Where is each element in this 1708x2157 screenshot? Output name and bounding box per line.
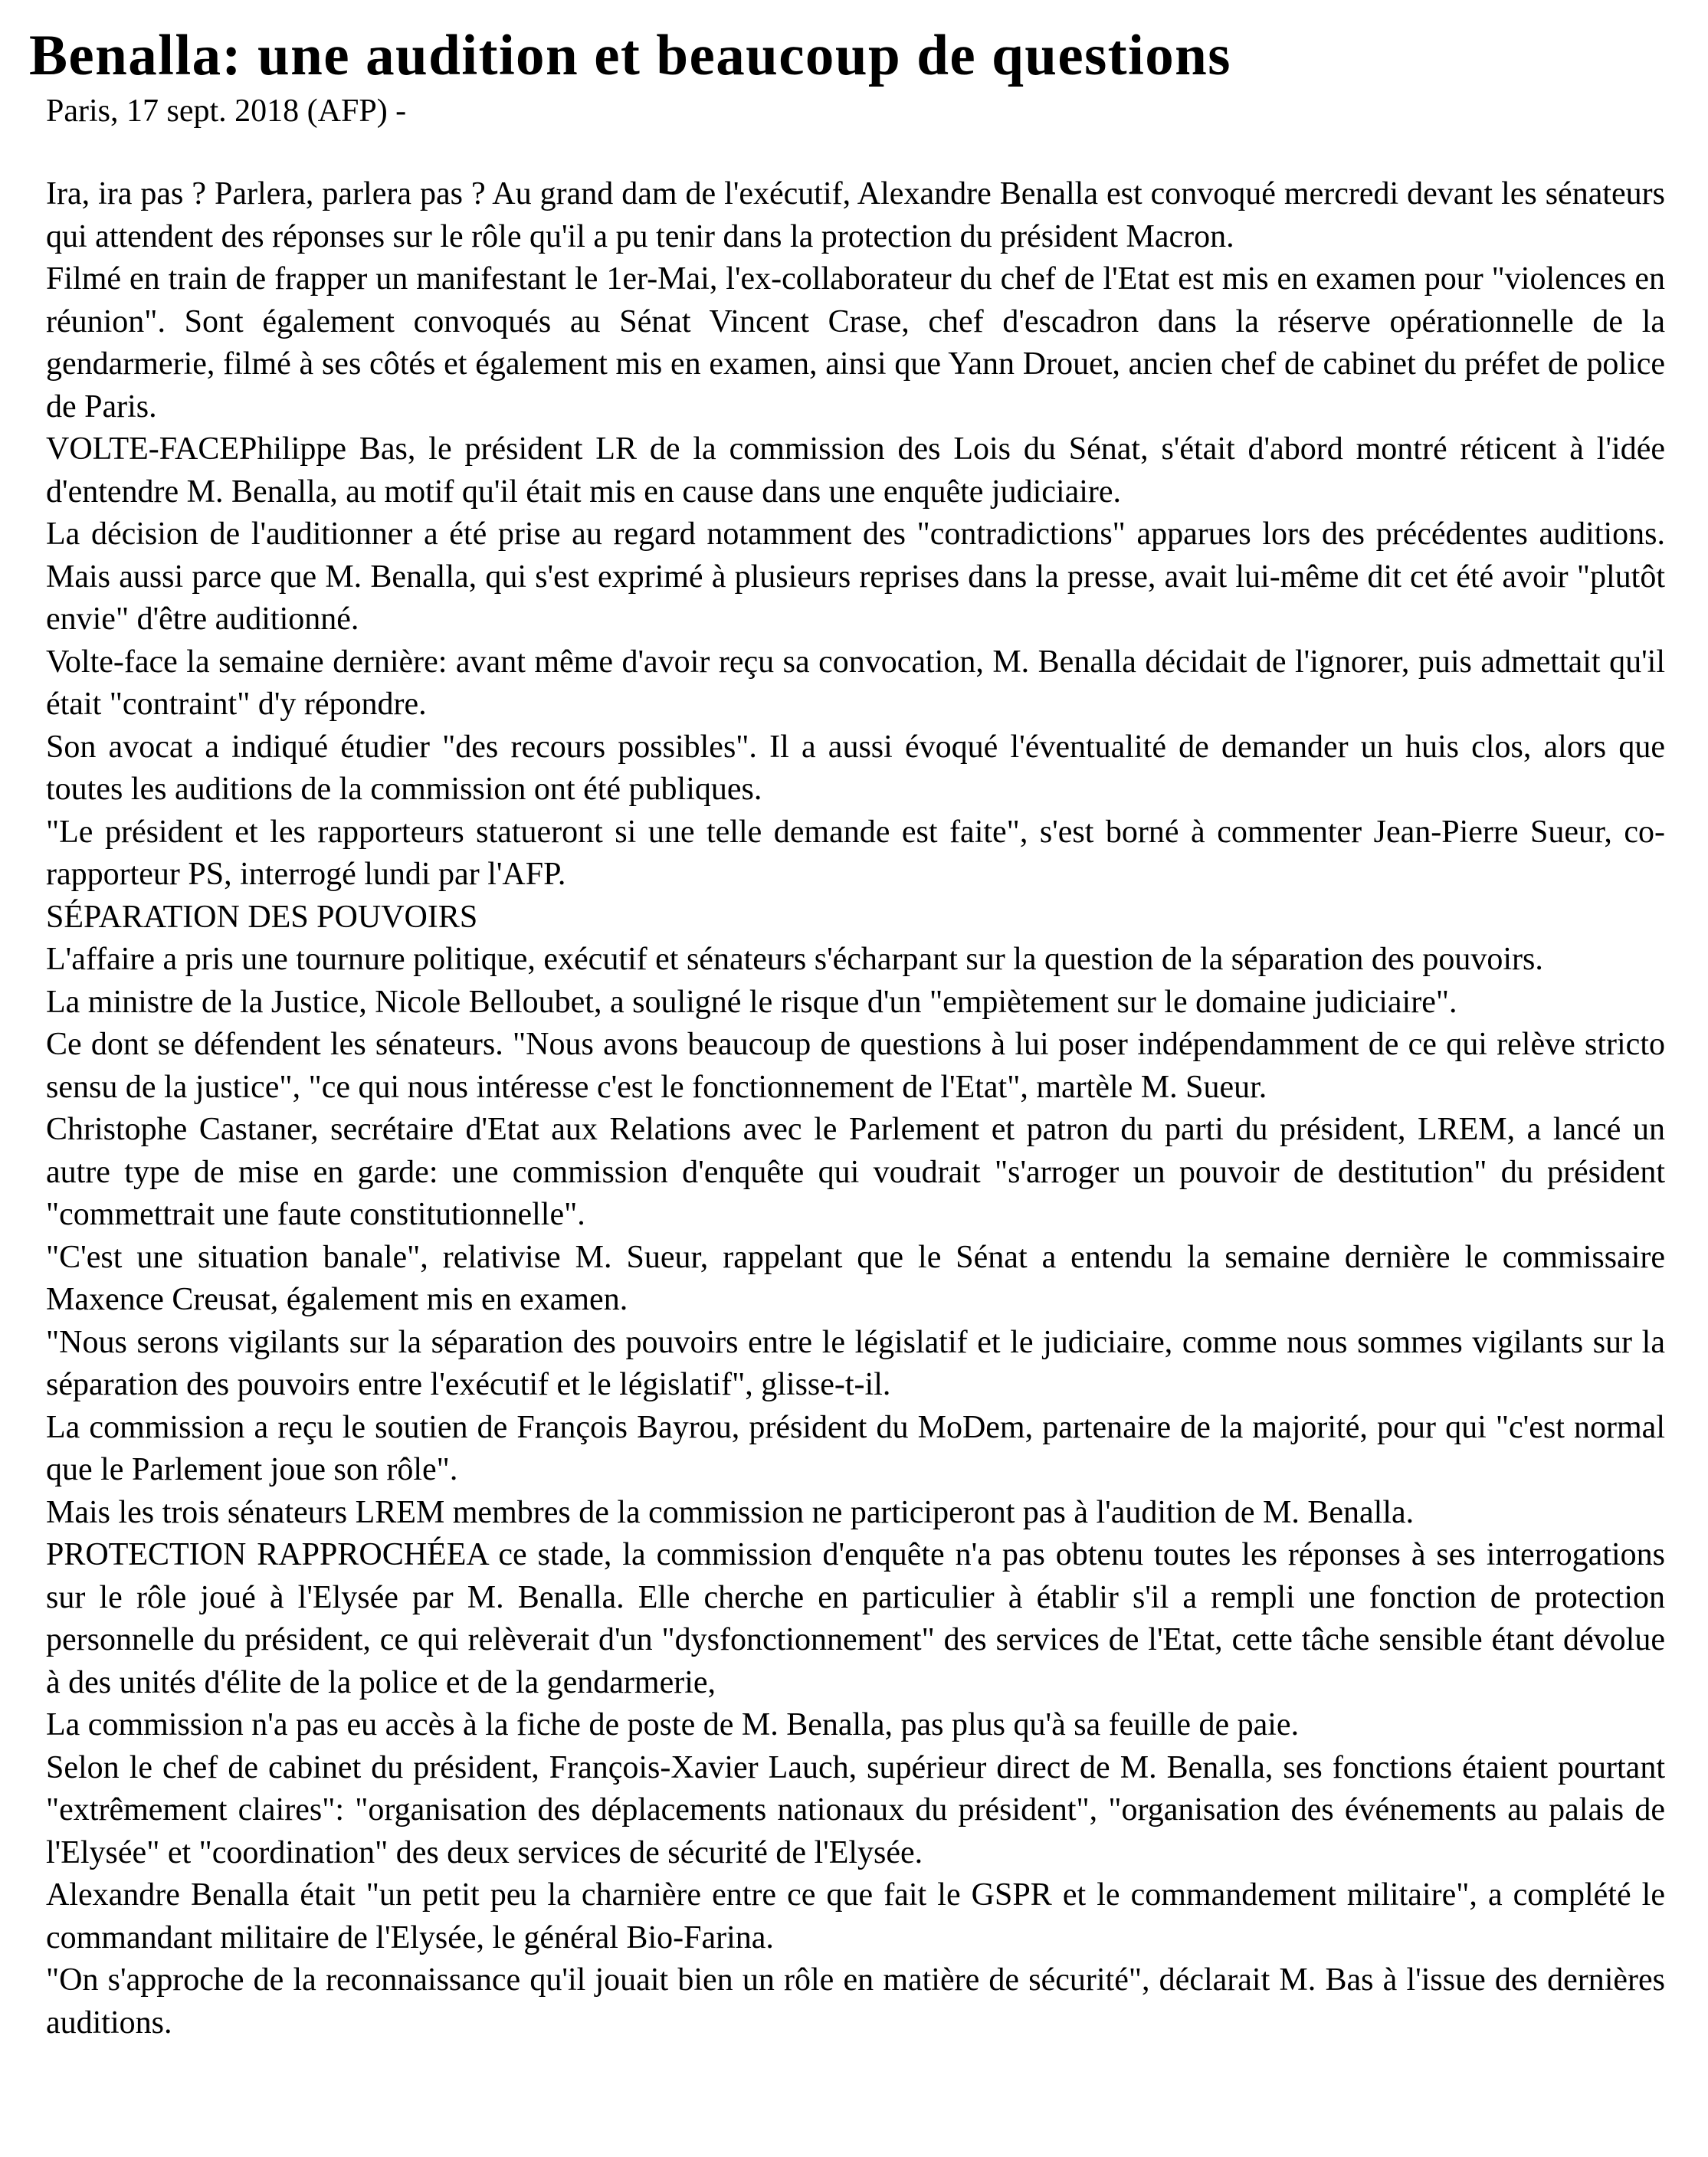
- paragraph: La décision de l'auditionner a été prise au regard notamment des "contradictions" apparues lors des précédentes auditions. Mais aussi parce que M. Benalla, qui s'est exprimé à plusieurs reprises dans la presse, avait lui-même dit cet été avoir "plutôt envie" d'être auditionné.: [46, 516, 1665, 637]
- paragraph: La commission a reçu le soutien de François Bayrou, président du MoDem, partenaire de la majorité, pour qui "c'est normal que le Parlement joue son rôle".: [46, 1409, 1665, 1487]
- paragraph: PROTECTION RAPPROCHÉEA ce stade, la commission d'enquête n'a pas obtenu toutes les réponses à ses interrogations sur le rôle joué à l'Elysée par M. Benalla. Elle cherche en particulier à établir s'il a rempli une fonction de protection personnelle du président, ce qui relèverait d'un "dysfonctionnement" des services de l'Etat, cette tâche sensible étant dévolue à des unités d'élite de la police et de la gendarmerie,: [46, 1537, 1665, 1700]
- article-title: Benalla: une audition et beaucoup de questions: [29, 24, 1231, 87]
- article-dateline: Paris, 17 sept. 2018 (AFP) -: [46, 93, 407, 129]
- paragraph: Christophe Castaner, secrétaire d'Etat aux Relations avec le Parlement et patron du parti du président, LREM, a lancé un autre type de mise en garde: une commission d'enquête qui voudrait "s'arroger un pouvoir de destitution" du président "commettrait une faute constitutionnelle".: [46, 1112, 1665, 1232]
- paragraph: "On s'approche de la reconnaissance qu'il jouait bien un rôle en matière de sécurité", déclarait M. Bas à l'issue des dernières auditions.: [46, 1962, 1665, 2041]
- paragraph: VOLTE-FACEPhilippe Bas, le président LR de la commission des Lois du Sénat, s'était d'abord montré réticent à l'idée d'entendre M. Benalla, au motif qu'il était mis en cause dans une enquête judiciaire.: [46, 431, 1665, 510]
- paragraph: "Nous serons vigilants sur la séparation des pouvoirs entre le législatif et le judiciaire, comme nous sommes vigilants sur la séparation des pouvoirs entre l'exécutif et le législatif", glisse-t-il.: [46, 1324, 1665, 1402]
- paragraph: Ce dont se défendent les sénateurs. "Nous avons beaucoup de questions à lui poser indépendamment de ce qui relève stricto sensu de la justice", "ce qui nous intéresse c'est le fonctionnement de l'Etat", martèle M. Sueur.: [46, 1027, 1665, 1105]
- paragraph: Filmé en train de frapper un manifestant le 1er-Mai, l'ex-collaborateur du chef de l'Etat est mis en examen pour "violences en réunion". Sont également convoqués au Sénat Vincent Crase, chef d'escadron dans la réserve opérationnelle de la gendarmerie, filmé à ses côtés et également mis en examen, ainsi que Yann Drouet, ancien chef de cabinet du préfet de police de Paris.: [46, 261, 1665, 425]
- paragraph: Mais les trois sénateurs LREM membres de la commission ne participeront pas à l'audition de M. Benalla.: [46, 1494, 1415, 1530]
- paragraph: Son avocat a indiqué étudier "des recours possibles". Il a aussi évoqué l'éventualité de demander un huis clos, alors que toutes les auditions de la commission ont été publiques.: [46, 729, 1665, 807]
- paragraph: Selon le chef de cabinet du président, François-Xavier Lauch, supérieur direct de M. Benalla, ses fonctions étaient pourtant "extrêmement claires": "organisation des déplacements nationaux du président", "organisation des événements au palais de l'Elysée" et "coordination" des deux services de sécurité de l'Elysée.: [46, 1749, 1665, 1870]
- paragraph: La ministre de la Justice, Nicole Belloubet, a souligné le risque d'un "empiètement sur le domaine judiciaire".: [46, 984, 1457, 1020]
- paragraph: Alexandre Benalla était "un petit peu la charnière entre ce que fait le GSPR et le commandement militaire", a complété le commandant militaire de l'Elysée, le général Bio-Farina.: [46, 1877, 1665, 1955]
- article-body: [46, 173, 1665, 2044]
- paragraph: "Le président et les rapporteurs statueront si une telle demande est faite", s'est borné à commenter Jean-Pierre Sueur, co-rapporteur PS, interrogé lundi par l'AFP.: [46, 814, 1665, 892]
- paragraph: La commission n'a pas eu accès à la fiche de poste de M. Benalla, pas plus qu'à sa feuille de paie.: [46, 1707, 1300, 1742]
- section-heading: SÉPARATION DES POUVOIRS: [46, 899, 478, 935]
- paragraph: Volte-face la semaine dernière: avant même d'avoir reçu sa convocation, M. Benalla décidait de l'ignorer, puis admettait qu'il était "contraint" d'y répondre.: [46, 644, 1665, 722]
- paragraph: "C'est une situation banale", relativise M. Sueur, rappelant que le Sénat a entendu la semaine dernière le commissaire Maxence Creusat, également mis en examen.: [46, 1239, 1665, 1317]
- paragraph: Ira, ira pas ? Parlera, parlera pas ? Au grand dam de l'exécutif, Alexandre Benalla est convoqué mercredi devant les sénateurs qui attendent des réponses sur le rôle qu'il a pu tenir dans la protection du président Macron.: [46, 176, 1665, 254]
- paragraph: L'affaire a pris une tournure politique, exécutif et sénateurs s'écharpant sur la question de la séparation des pouvoirs.: [46, 942, 1543, 977]
